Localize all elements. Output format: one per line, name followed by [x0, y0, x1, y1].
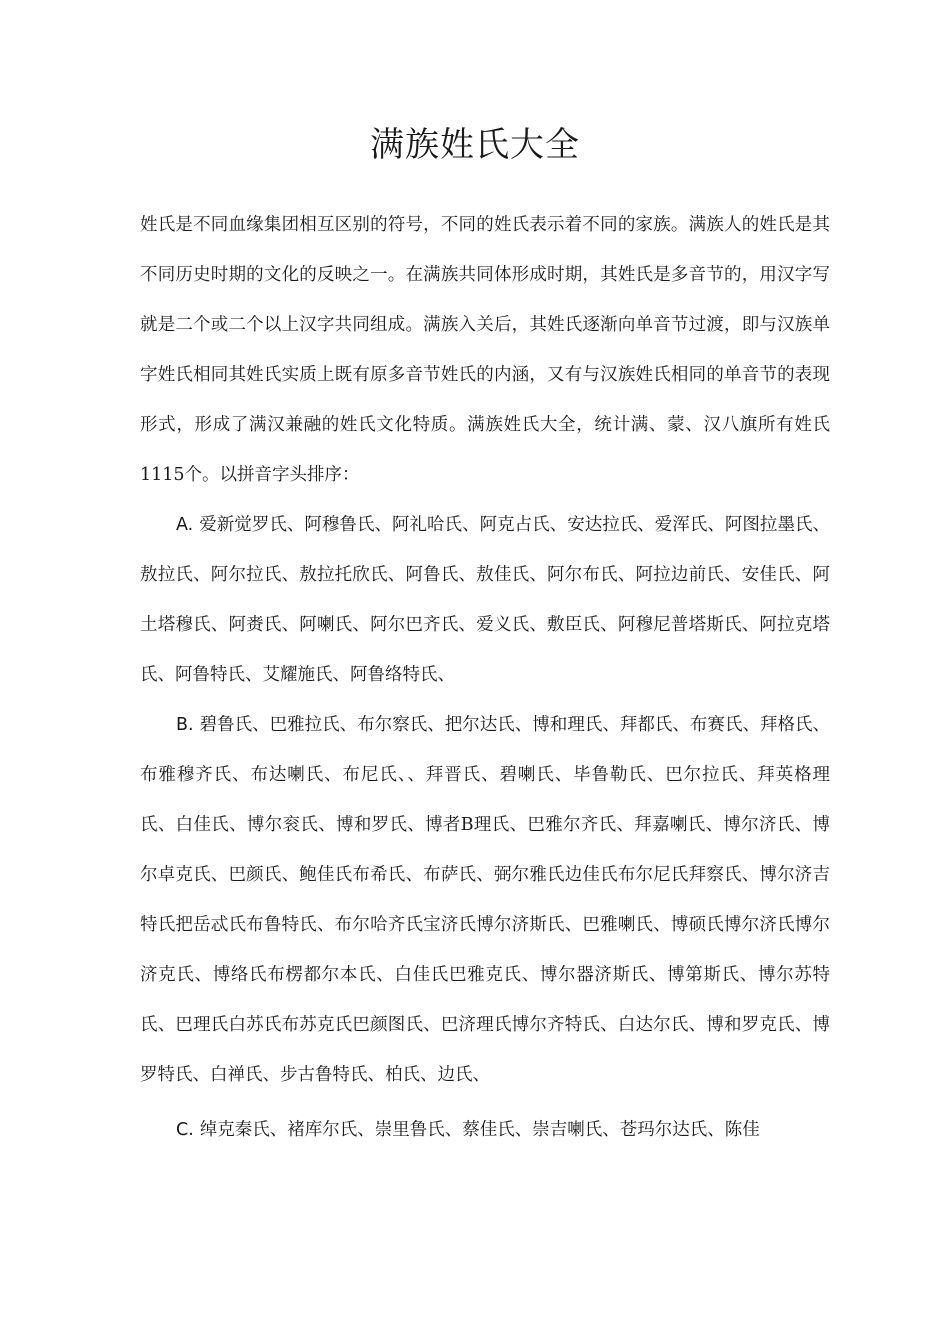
section-b-letter: B. — [176, 715, 194, 735]
section-c-letter: C. — [176, 1120, 194, 1140]
section-b-paragraph — [140, 700, 830, 1100]
document-title: 满族姓氏大全 — [370, 125, 580, 165]
section-c-surnames: 绰克秦氏、褚库尔氏、崇里鲁氏、蔡佳氏、崇吉喇氏、苍玛尔达氏、陈佳 — [199, 1120, 760, 1140]
section-b-surnames: 碧鲁氏、巴雅拉氏、布尔察氏、把尔达氏、博和理氏、拜都氏、布赛氏、拜格氏、布雅穆齐氏、布达喇氏、布尼氏、、拜晋氏、碧喇氏、毕鲁勒氏、巴尔拉氏、拜英格理氏、白佳氏、博尔衮氏、博和罗氏、博者B理氏、巴雅尔齐氏、拜嘉喇氏、博尔济氏、博尔卓克氏、巴颜氏、鲍佳氏布希氏、布萨氏、弼尔雅氏边佳氏布尔尼氏拜察氏、博尔济吉特氏把岳忒氏布鲁特氏、布尔哈齐氏宝济氏博尔济斯氏、巴雅喇氏、博硕氏博尔济氏博尔济克氏、博络氏布楞都尔本氏、白佳氏巴雅克氏、博尔器济斯氏、博第斯氏、博尔苏特氏、巴理氏白苏氏布苏克氏巴颜图氏、巴济理氏博尔齐特氏、白达尔氏、博和罗克氏、博罗特氏、白禅氏、步古鲁特氏、柏氏、边氏、 — [140, 715, 830, 1085]
section-a-surnames: 爱新觉罗氏、阿穆鲁氏、阿礼哈氏、阿克占氏、安达拉氏、爱浑氏、阿图拉墨氏、敖拉氏、阿尔拉氏、敖拉托欣氏、阿鲁氏、敖佳氏、阿尔布氏、阿拉边前氏、安佳氏、阿土塔穆氏、阿赉氏、阿喇氏、阿尔巴齐氏、爱义氏、敷臣氏、阿穆尼普塔斯氏、阿拉克塔氏、阿鲁特氏、艾耀施氏、阿鲁络特氏、 — [140, 515, 830, 685]
section-c-paragraph — [140, 1105, 830, 1155]
section-a-paragraph — [140, 500, 830, 700]
section-a-letter: A. — [176, 515, 194, 535]
intro-paragraph: 姓氏是不同血缘集团相互区别的符号，不同的姓氏表示着不同的家族。满族人的姓氏是其不同历史时期的文化的反映之一。在满族共同体形成时期，其姓氏是多音节的，用汉字写就是二个或二个以上汉字共同组成。满族入关后，其姓氏逐渐向单音节过渡，即与汉族单字姓氏相同其姓氏实质上既有原多音节姓氏的内涵，又有与汉族姓氏相同的单音节的表现形式，形成了满汉兼融的姓氏文化特质。满族姓氏大全，统计满、蒙、汉八旗所有姓氏1115个。以拼音字头排序： — [140, 215, 830, 485]
